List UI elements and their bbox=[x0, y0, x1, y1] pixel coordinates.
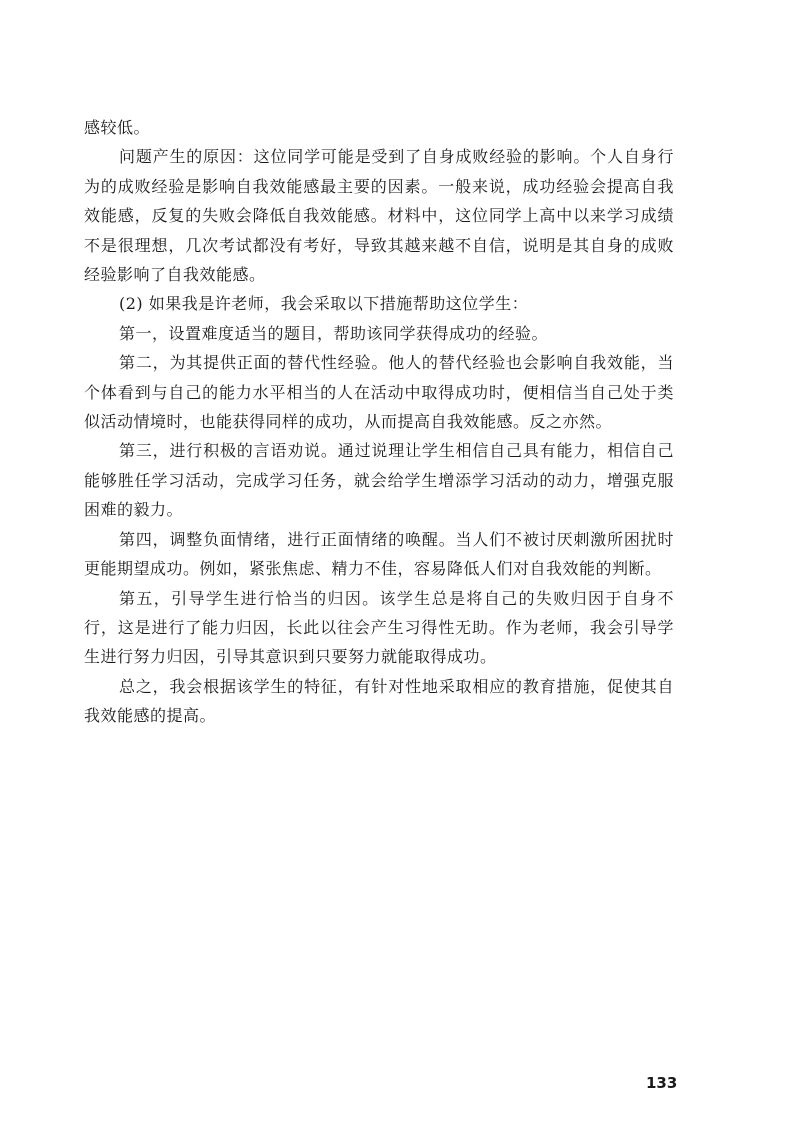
paragraph-1: 感较低。 bbox=[84, 118, 151, 137]
paragraph-3: (2) 如果我是许老师，我会采取以下措施帮助这位学生： bbox=[119, 294, 529, 314]
document-body bbox=[84, 113, 674, 731]
paragraph-4: 第一，设置难度适当的题目，帮助该同学获得成功的经验。 bbox=[119, 323, 549, 343]
paragraph-6: 第三，进行积极的言语劝说。通过说理让学生相信自己具有能力，相信自己能够胜任学习活动，完成学习任务，就会给学生增添学习活动的动力，增强克服困难的毅力。 bbox=[84, 441, 674, 520]
paragraph-8: 第五，引导学生进行恰当的归因。该学生总是将自己的失败归因于自身不行，这是进行了能力归因，长此以往会产生习得性无助。作为老师，我会引导学生进行努力归因，引导其意识到只要努力就能取得成功。 bbox=[84, 588, 674, 667]
page-number: 133 bbox=[646, 1074, 678, 1092]
paragraph-2: 问题产生的原因：这位同学可能是受到了自身成败经验的影响。个人自身行为的成败经验是影响自我效能感最主要的因素。一般来说，成功经验会提高自我效能感，反复的失败会降低自我效能感。材料中，这位同学上高中以来学习成绩不是很理想，几次考试都没有考好，导致其越来越不自信，说明是其自身的成败经验影响了自我效能感。 bbox=[84, 147, 674, 285]
paragraph-7: 第四，调整负面情绪，进行正面情绪的唤醒。当人们不被讨厌刺激所困扰时更能期望成功。例如，紧张焦虑、精力不佳，容易降低人们对自我效能的判断。 bbox=[84, 529, 674, 579]
paragraph-5: 第二，为其提供正面的替代性经验。他人的替代经验也会影响自我效能，当个体看到与自己的能力水平相当的人在活动中取得成功时，便相信当自己处于类似活动情境时，也能获得同样的成功，从而提高自我效能感。反之亦然。 bbox=[84, 353, 674, 432]
paragraph-9: 总之，我会根据该学生的特征，有针对性地采取相应的教育措施，促使其自我效能感的提高。 bbox=[84, 676, 674, 726]
